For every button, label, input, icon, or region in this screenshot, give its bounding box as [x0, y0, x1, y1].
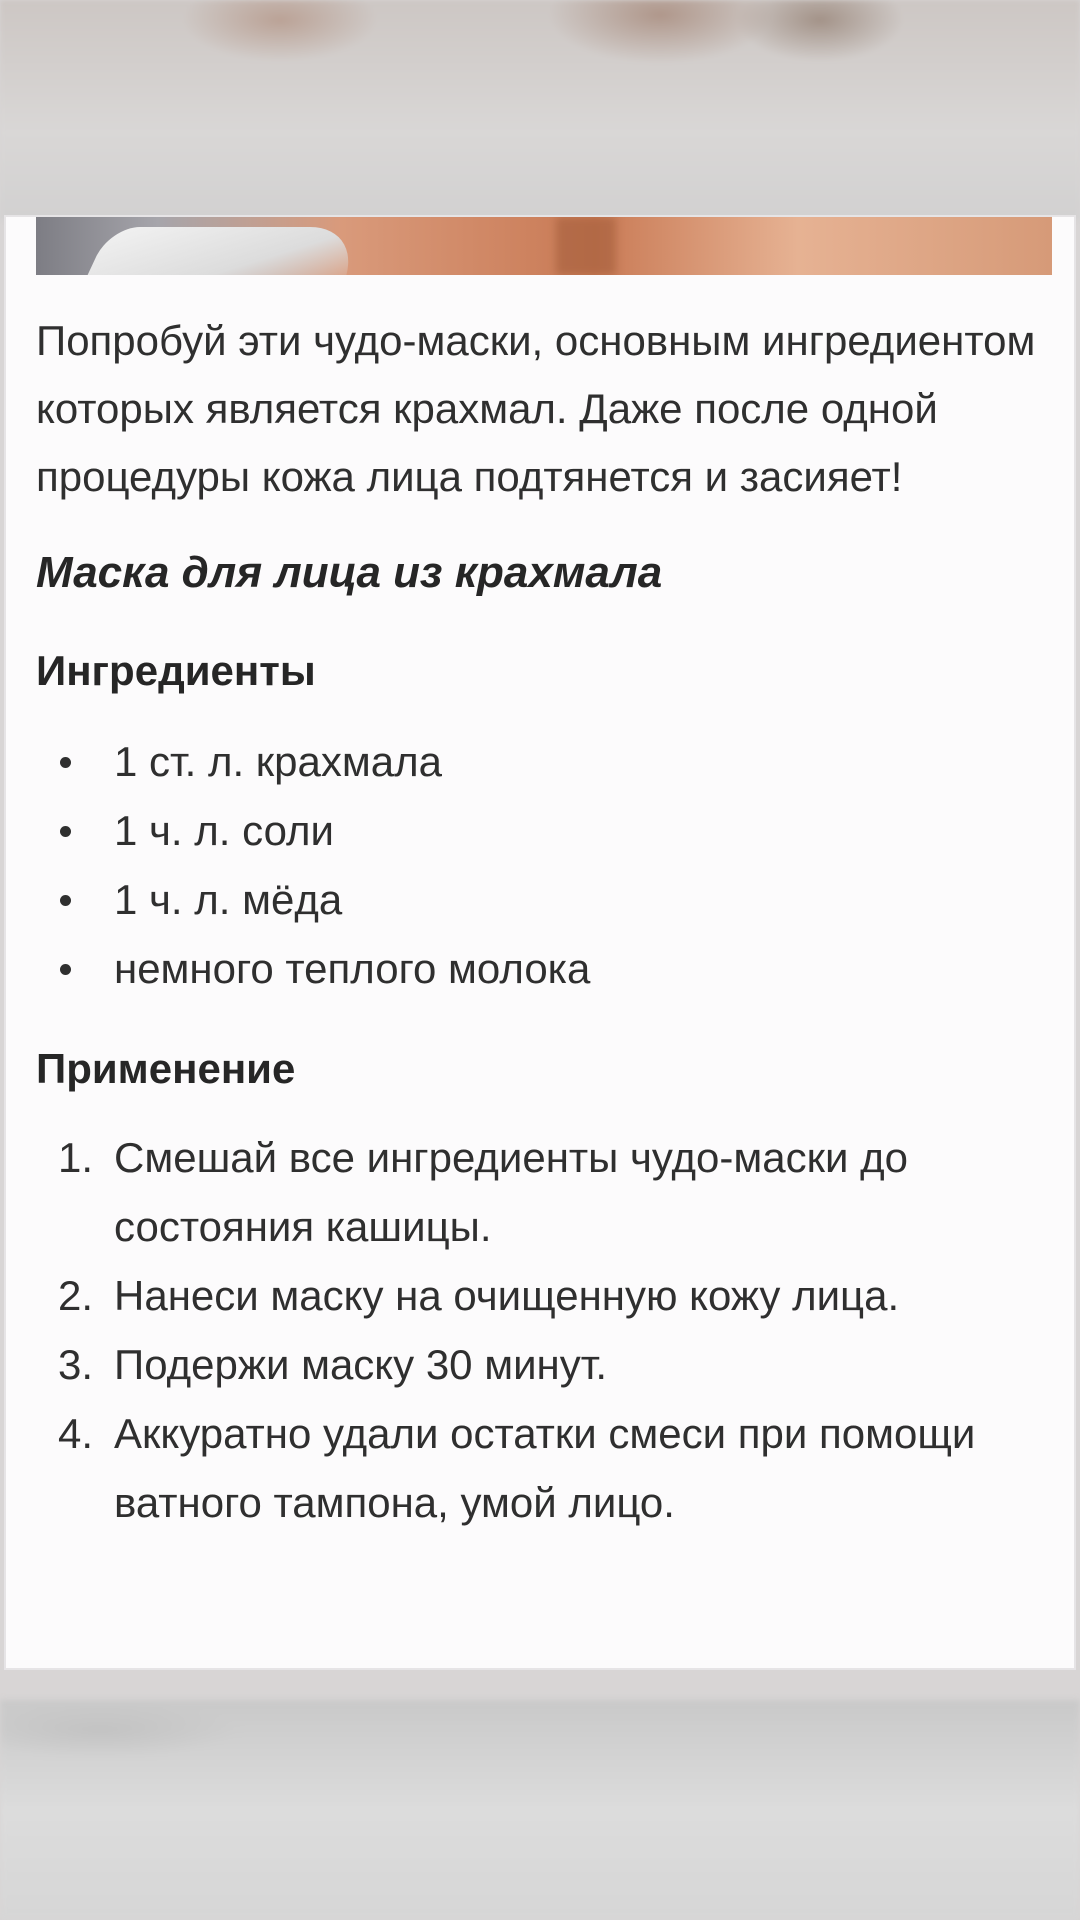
post-image-hand	[82, 227, 370, 275]
ingredient-text: 1 ч. л. соли	[114, 807, 334, 854]
bullet-icon	[60, 757, 71, 768]
blurred-background-bottom	[0, 1700, 1080, 1920]
step-item	[36, 1399, 1046, 1537]
bullet-icon	[60, 826, 71, 837]
blurred-background-top	[0, 0, 1080, 220]
post-intro: Попробуй эти чудо-маски, основным ингредиентом которых является крахмал. Даже после одной процедуры кожа лица подтянется и засияет!	[36, 317, 1036, 500]
ingredient-item	[36, 796, 1046, 865]
step-text: Подержи маску 30 минут.	[114, 1341, 607, 1388]
step-text: Смешай все ингредиенты чудо-маски до состояния кашицы.	[114, 1134, 908, 1250]
post-image	[36, 217, 1052, 275]
ingredient-item	[36, 865, 1046, 934]
ingredient-text: 1 ч. л. мёда	[114, 876, 343, 923]
step-item	[36, 1330, 1046, 1399]
application-heading: Применение	[36, 1045, 296, 1092]
bullet-icon	[60, 895, 71, 906]
post-image-shade	[556, 217, 616, 275]
steps-list	[36, 1123, 1046, 1537]
ingredient-text: немного теплого молока	[114, 945, 591, 992]
mask-title: Маска для лица из крахмала	[36, 548, 663, 597]
step-number: 4.	[58, 1410, 94, 1457]
ingredient-text: 1 ст. л. крахмала	[114, 738, 442, 785]
step-number: 3.	[58, 1341, 94, 1388]
step-text: Аккуратно удали остатки смеси при помощи ватного тампона, умой лицо.	[114, 1410, 976, 1526]
post-card	[4, 215, 1076, 1670]
bullet-icon	[60, 964, 71, 975]
post-content	[36, 307, 1046, 1537]
ingredients-list	[36, 727, 1046, 1003]
ingredients-heading: Ингредиенты	[36, 647, 316, 694]
step-number: 1.	[58, 1134, 94, 1181]
step-item	[36, 1261, 1046, 1330]
ingredient-item	[36, 934, 1046, 1003]
step-item	[36, 1123, 1046, 1261]
step-text: Нанеси маску на очищенную кожу лица.	[114, 1272, 900, 1319]
step-number: 2.	[58, 1272, 94, 1319]
ingredient-item	[36, 727, 1046, 796]
